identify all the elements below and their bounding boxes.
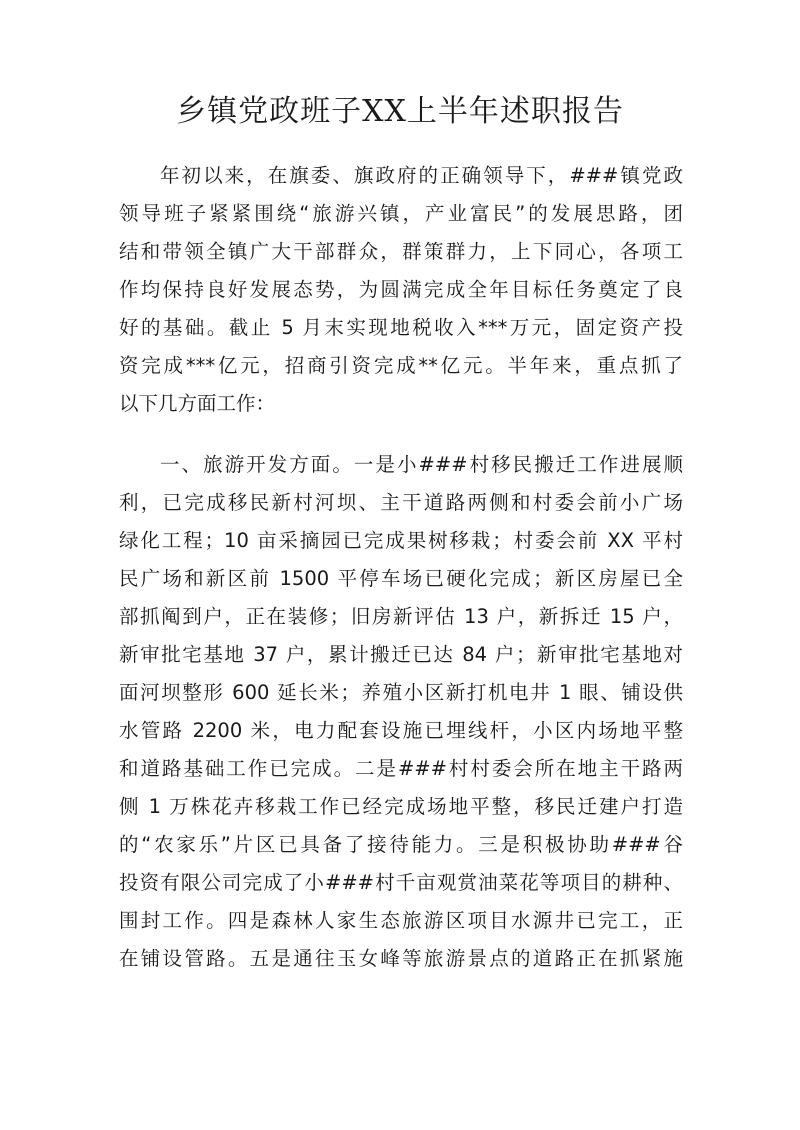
- paragraph-2-line-5: 部抓阄到户，正在装修；旧房新评估 13 户，新拆迁 15 户，: [119, 605, 683, 628]
- paragraph-1-line-6: 资完成***亿元，招商引资完成**亿元。半年来，重点抓了: [119, 354, 683, 377]
- paragraph-2-line-10: 侧 1 万株花卉移栽工作已经完成场地平整，移民迁建户打造: [119, 795, 683, 818]
- paragraph-1-line-4: 作均保持良好发展态势，为圆满完成全年目标任务奠定了良: [119, 278, 683, 301]
- paragraph-1-line-7: 以下几方面工作：: [119, 392, 276, 415]
- paragraph-2-line-13: 围封工作。四是森林人家生态旅游区项目水源井已完工，正: [119, 909, 683, 932]
- paragraph-2-line-3: 绿化工程；10 亩采摘园已完成果树移栽；村委会前 XX 平村: [119, 529, 683, 552]
- document-title: 乡镇党政班子XX上半年述职报告: [176, 94, 624, 129]
- paragraph-1-line-5: 好的基础。截止 5 月末实现地税收入***万元，固定资产投: [119, 316, 683, 339]
- paragraph-2-line-6: 新审批宅基地 37 户，累计搬迁已达 84 户；新审批宅基地对: [119, 643, 683, 666]
- paragraph-2-line-4: 民广场和新区前 1500 平停车场已硬化完成；新区房屋已全: [119, 567, 683, 590]
- paragraph-1-line-1: 年初以来，在旗委、旗政府的正确领导下，###镇党政: [160, 164, 683, 187]
- paragraph-2-line-2: 利，已完成移民新村河坝、主干道路两侧和村委会前小广场: [119, 491, 683, 514]
- paragraph-1-line-2: 领导班子紧紧围绕“旅游兴镇，产业富民”的发展思路，团: [119, 202, 683, 225]
- paragraph-2-line-9: 和道路基础工作已完成。二是###村村委会所在地主干路两: [119, 757, 683, 780]
- paragraph-2-line-12: 投资有限公司完成了小###村千亩观赏油菜花等项目的耕种、: [119, 871, 683, 894]
- paragraph-2-line-11: 的“农家乐”片区已具备了接待能力。三是积极协助###谷: [119, 833, 683, 856]
- paragraph-2-line-7: 面河坝整形 600 延长米；养殖小区新打机电井 1 眼、铺设供: [119, 681, 683, 704]
- paragraph-2-line-8: 水管路 2200 米，电力配套设施已埋线杆，小区内场地平整: [119, 719, 683, 742]
- paragraph-2-line-1: 一、旅游开发方面。一是小###村移民搬迁工作进展顺: [160, 453, 683, 476]
- paragraph-2-line-14: 在铺设管路。五是通往玉女峰等旅游景点的道路正在抓紧施: [119, 947, 683, 970]
- paragraph-1-line-3: 结和带领全镇广大干部群众，群策群力，上下同心，各项工: [119, 240, 683, 263]
